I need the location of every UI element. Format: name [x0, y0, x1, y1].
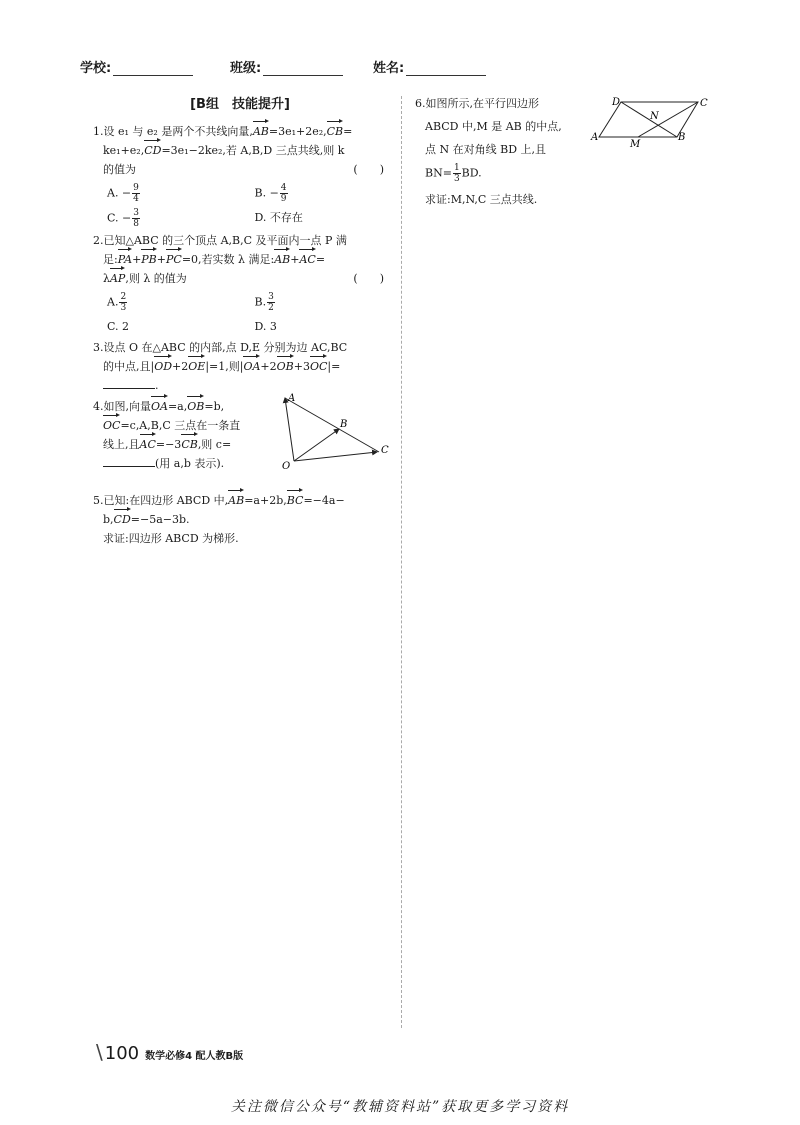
name-blank — [406, 61, 486, 76]
label-c: C — [700, 98, 708, 109]
parallelogram-figure — [590, 96, 710, 148]
vector-ac: AC — [299, 250, 315, 269]
proof-statement: 求证:M,N,C 三点共线. — [425, 193, 538, 206]
option-a[interactable]: A. $\frac{2}{3}$ — [107, 292, 127, 313]
school-field — [80, 57, 193, 76]
vector-ap: AP — [110, 269, 125, 288]
question-1: 1.设 e₁ 与 e₂ 是两个不共线向量,AB=3e₁+2e₂,CB= ke₁+e₂,CD=3e₁−2ke₂,若 A,B,D 三点共线,则 k 的值为 ( ) A. − $\frac{9}{4}$ B. − $\frac{4}{9}$ C. − $\frac{3}{8}$ D. 不存在 — [93, 122, 388, 229]
options-row — [93, 208, 388, 229]
label-a: A — [591, 132, 599, 143]
name-field — [373, 57, 486, 76]
option-b[interactable]: B. $\frac{3}{2}$ — [254, 292, 274, 313]
options-row — [93, 292, 388, 313]
vector-oa-line — [285, 398, 294, 461]
option-c[interactable]: C. 2 — [107, 320, 130, 333]
name-label: 姓名: — [373, 61, 405, 76]
vector-ob-line — [294, 429, 339, 461]
question-4: 4.如图,向量OA=a,OB=b, OC=c,A,B,C 三点在一条直 线上,且AC=−3CB,则 c= (用 a,b 表示). A B C O — [93, 397, 388, 489]
bottom-note: 关注微信公众号“教辅资料站”获取更多学习资料 — [230, 1099, 570, 1115]
question-2: 2.已知△ABC 的三个顶点 A,B,C 及平面内一点 P 满 足:PA+PB+PC=0,若实数 λ 满足:AB+AC= λAP,则 λ 的值为 ( ) A. $\frac{2}{3}$ B. $\frac{3}{2}$ C. 2 D. 3 — [93, 231, 388, 336]
label-c: C — [381, 445, 389, 456]
book-title: 数学必修4 配人教B版 — [145, 1051, 244, 1062]
question-5: 5.已知:在四边形 ABCD 中,AB=a+2b,BC=−4a− b,CD=−5a−3b. 求证:四边形 ABCD 为梯形. — [93, 491, 388, 548]
class-label: 班级: — [230, 61, 262, 76]
vector-oc-line — [294, 452, 377, 461]
column-divider — [401, 96, 402, 1028]
question-6: 6.如图所示,在平行四边形 ABCD 中,M 是 AB 的中点, 点 N 在对角线 BD 上,且 BN= $\frac{1}{3}$ BD. 求证:M,N,C 三点共线. — [415, 97, 562, 206]
option-d[interactable]: D. 3 — [254, 320, 277, 333]
left-column — [93, 122, 388, 550]
proof-statement: 求证:四边形 ABCD 为梯形. — [103, 532, 239, 545]
class-field — [230, 57, 343, 76]
options-row — [93, 183, 388, 204]
school-blank — [113, 61, 193, 76]
answer-blank[interactable] — [103, 376, 155, 389]
answer-blank[interactable] — [103, 454, 155, 467]
label-b: B — [678, 132, 686, 143]
option-a[interactable]: A. − $\frac{9}{4}$ — [107, 183, 139, 204]
page-corner-mark: \ — [96, 1040, 103, 1064]
line-ac — [285, 398, 379, 452]
option-b[interactable]: B. − $\frac{4}{9}$ — [254, 183, 287, 204]
answer-paren: ( ) — [353, 163, 384, 176]
question-3: 3.设点 O 在△ABC 的内部,点 D,E 分别为边 AC,BC 的中点,且|OD+2OE|=1,则|OA+2OB+3OC|= . — [93, 341, 348, 392]
label-b: B — [340, 419, 348, 430]
option-c[interactable]: C. − $\frac{3}{8}$ — [107, 208, 139, 229]
section-title: [B组 技能提升] — [190, 97, 290, 112]
vector-cb: CB — [327, 122, 344, 141]
label-m: M — [630, 139, 641, 148]
option-d[interactable]: D. 不存在 — [254, 211, 303, 224]
label-o: O — [282, 461, 291, 471]
label-d: D — [612, 97, 621, 108]
page-footer — [96, 1040, 243, 1062]
options-row — [93, 317, 388, 336]
page-number: 100 — [104, 1043, 140, 1064]
label-n: N — [650, 111, 659, 122]
vector-pa: PA — [118, 250, 132, 269]
vector-pb: PB — [141, 250, 157, 269]
vector-ab: AB — [274, 250, 290, 269]
vector-ab: AB — [253, 122, 269, 141]
class-blank — [263, 61, 343, 76]
vector-pc: PC — [166, 250, 182, 269]
triangle-figure — [278, 389, 390, 471]
label-a: A — [288, 393, 296, 404]
school-label: 学校: — [80, 61, 112, 76]
vector-cd: CD — [144, 141, 161, 160]
student-info-header — [80, 57, 520, 81]
answer-paren: ( ) — [353, 272, 384, 285]
